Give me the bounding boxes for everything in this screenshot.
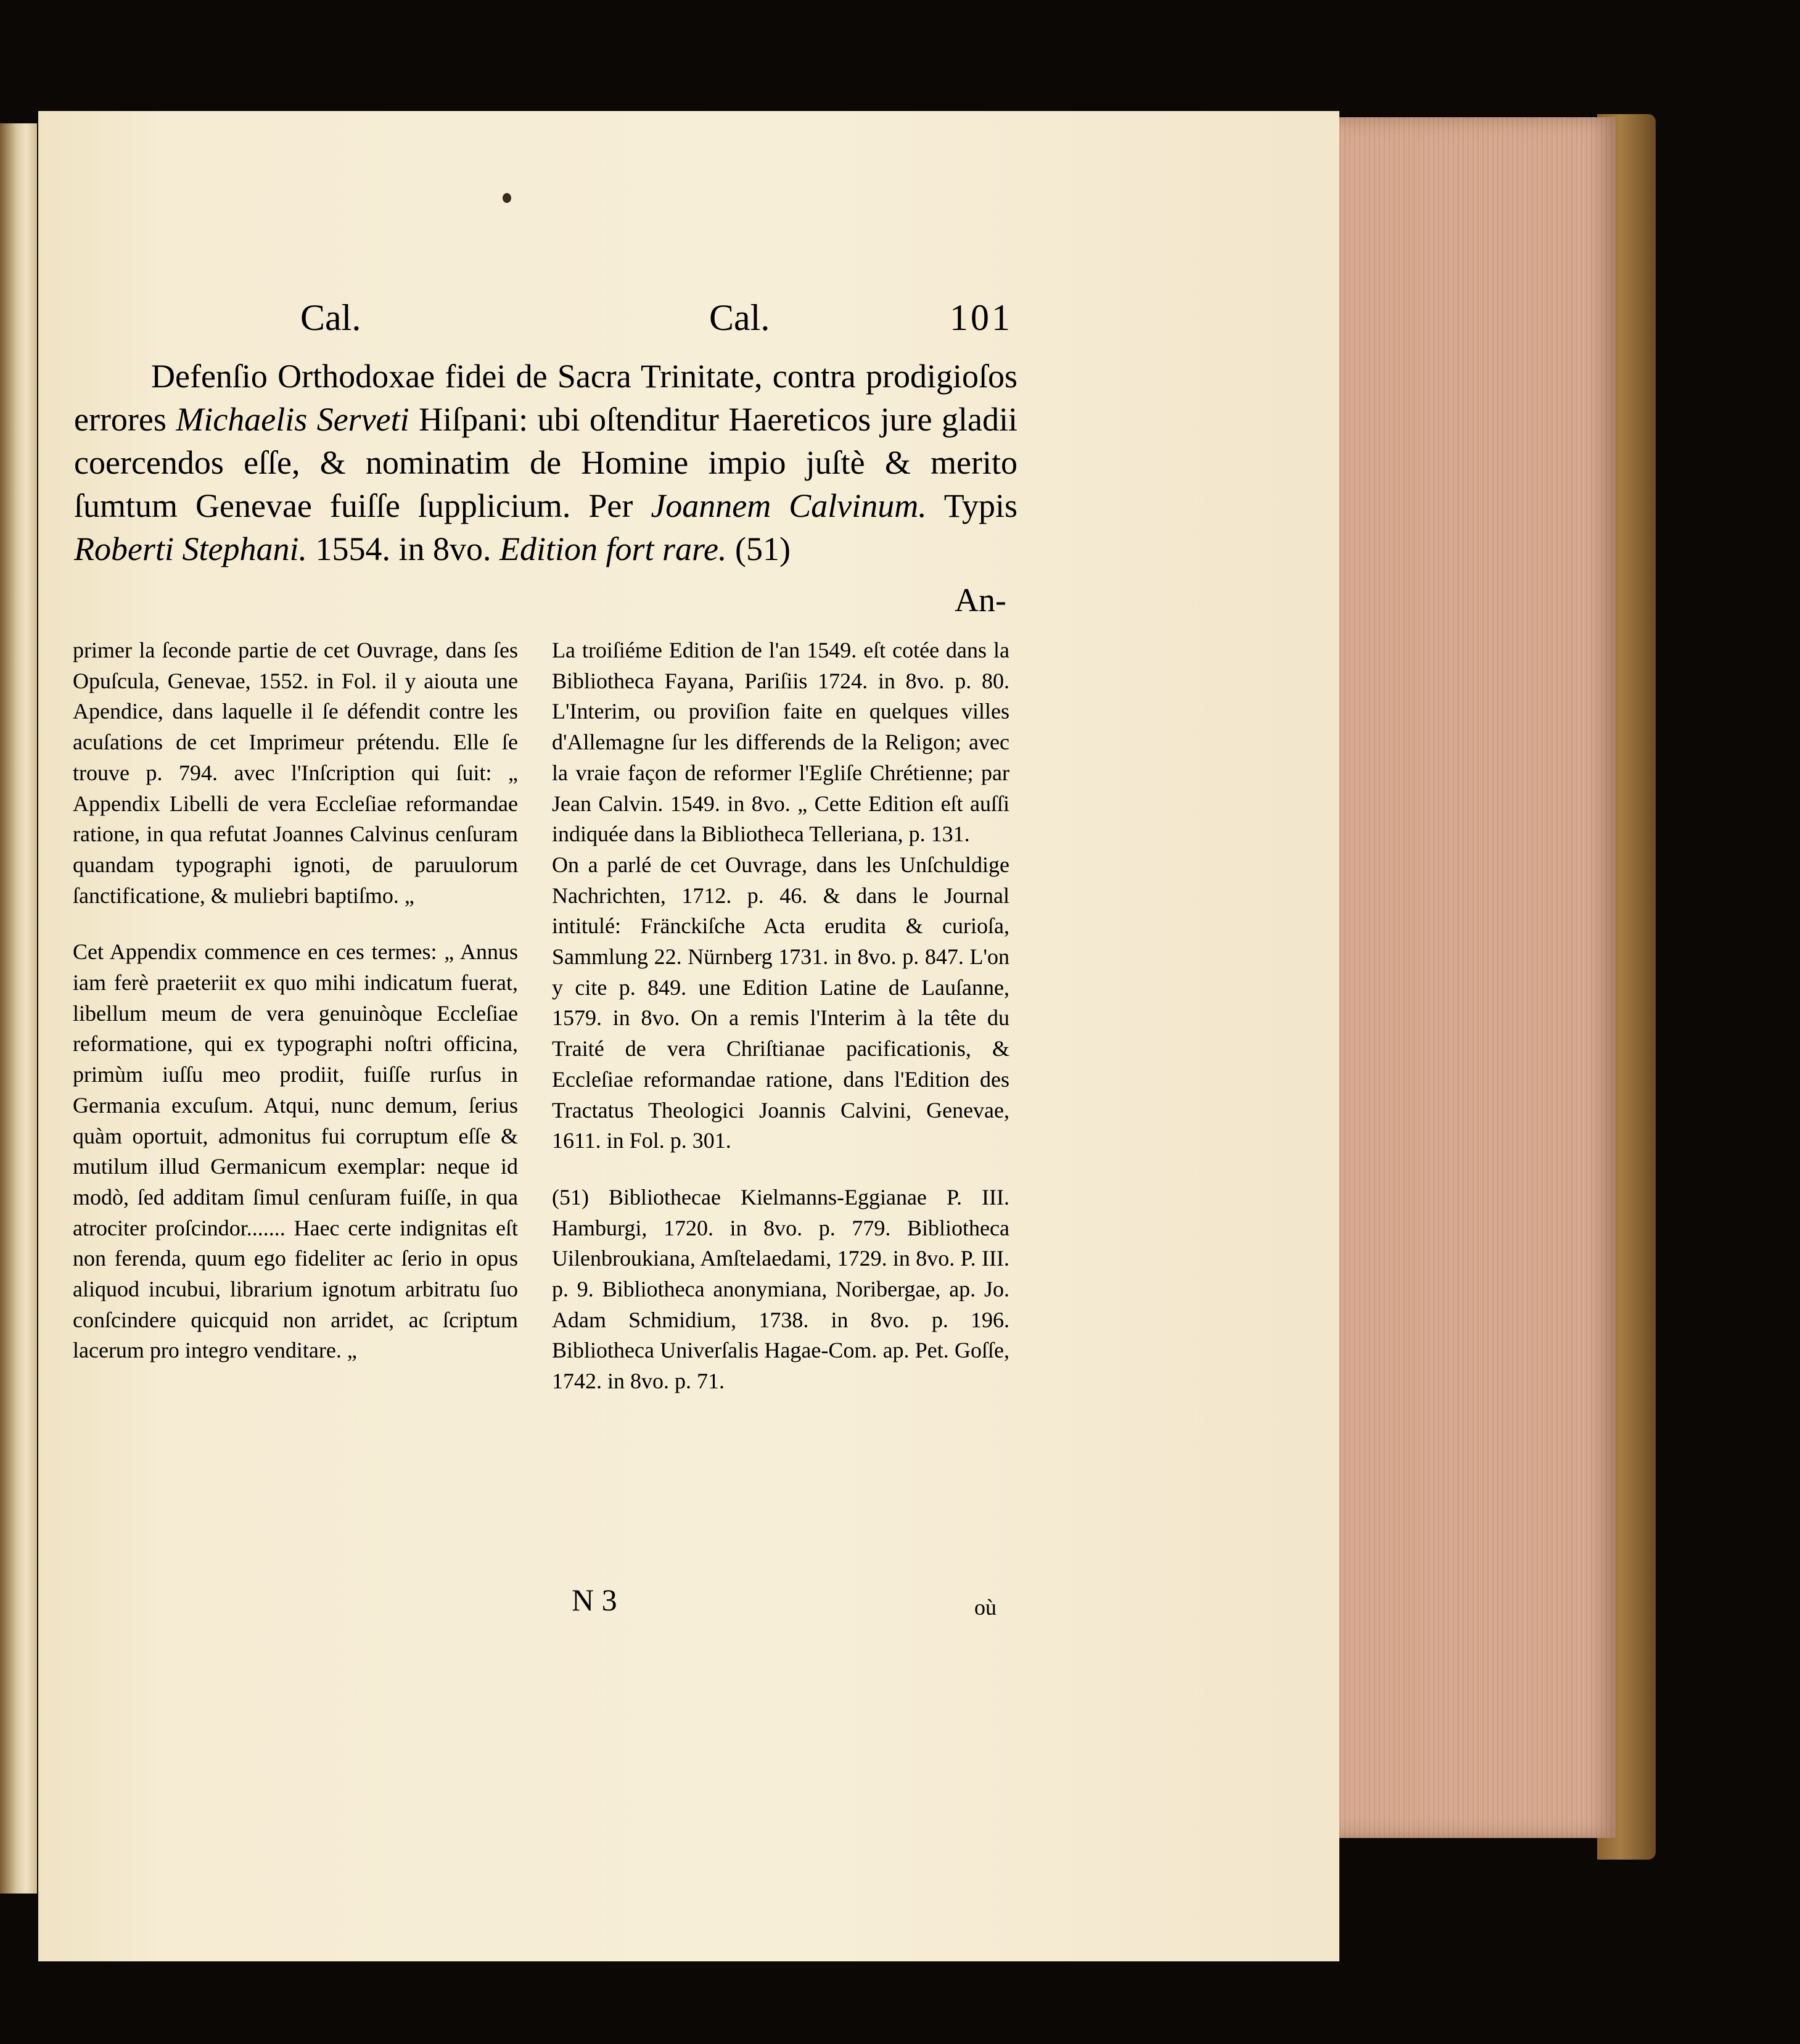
main-entry-name-serveti: Michaelis Serveti	[176, 401, 409, 438]
right-column	[552, 635, 1009, 1397]
ink-spot	[503, 193, 511, 203]
right-paragraph-1: La troiſiéme Edition de l'an 1549. eſt cotée dans la Bibliotheca Fayana, Pariſiis 1724. in 8vo. p. 80. L'Interim, ou proviſion faite en quelques villes d'Allemagne ſur les differends de la Religon; avec la vraie façon de reformer l'Egliſe Chrétienne; par Jean Calvin. 1549. in 8vo. „ Cette Edition eſt auſſi indiquée dans la Bibliotheca Telleriana, p. 131.	[552, 638, 1009, 847]
signature-mark: N 3	[572, 1583, 617, 1617]
main-entry-name-stephani: Roberti Stephani.	[74, 530, 307, 567]
main-entry-text-3: Typis	[943, 487, 1017, 524]
page-number: 101	[950, 297, 1013, 338]
main-entry-text-4: 1554. in 8vo.	[315, 530, 491, 567]
main-entry-name-calvinum: Joannem Calvinum.	[651, 487, 927, 524]
running-head-center: Cal.	[709, 297, 770, 338]
footnote-51: (51) Bibliothecae Kielmanns-Eggianae P. III. Hamburgi, 1720. in 8vo. p. 779. Bibliotheca Uilenbroukiana, Amſtelaedami, 1729. in 8vo. P. III. p. 9. Bibliotheca anonymiana, Noribergae, ap. Jo. Adam Schmidium, 1738. in 8vo. p. 196. Bibliotheca Univerſalis Hagae-Com. ap. Pet. Goſſe, 1742. in 8vo. p. 71.	[552, 1184, 1009, 1394]
main-entry-edition-note: Edition fort rare.	[499, 530, 727, 567]
main-entry	[74, 355, 1017, 571]
catchword-top: An-	[955, 582, 1006, 619]
page-fore-edge	[1332, 117, 1616, 1838]
previous-page-edge	[0, 123, 37, 1894]
left-paragraph-2: Cet Appendix commence en ces termes: „ Annus iam ferè praeteriit ex quo mihi indicatum fuerat, libellum meum de vera genuinòque Eccleſiae reformatione, qui ex typographi noſtri officina, primùm iuſſu meo prodiit, fuiſſe rurſus in Germania excuſum. Atqui, nunc demum, ſerius quàm oportuit, admonitus fui corruptum eſſe & mutilum illud Germanicum exemplar: neque id modò, ſed additam ſimul cenſuram fuiſſe, in qua atrociter proſcindor....... Haec certe indignitas eſt non ferenda, quum ego fideliter ac ſerio in opus aliquod incubui, librarium ignotum arbitratu ſuo conſcindere quicquid non arridet, ac ſcriptum lacerum pro integro venditare. „	[73, 939, 518, 1363]
running-head-left: Cal.	[300, 297, 361, 338]
left-column	[73, 635, 518, 1366]
catchword-bottom: où	[974, 1595, 997, 1620]
main-entry-text-1: Defenſio Orthodoxae fidei de Sacra Trinitate, contra prodigioſos errores	[74, 358, 1017, 438]
left-paragraph-1: primer la ſeconde partie de cet Ouvrage, dans ſes Opuſcula, Genevae, 1552. in Fol. il y aiouta une Apendice, dans laquelle il ſe défendit contre les acuſations de cet Imprimeur prétendu. Elle ſe trouve p. 794. avec l'Inſcription qui ſuit: „ Appendix Libelli de vera Eccleſiae reformandae ratione, in qua refutat Joannes Calvinus cenſuram quandam typographi ignoti, de paruulorum ſanctificatione, & muliebri baptiſmo. „	[73, 638, 518, 908]
main-entry-text-2: Hiſpani: ubi oſtenditur Haereticos jure gladii coercendos eſſe, & nominatim de Homine impio juſtè & merito ſumtum Genevae fuiſſe ſupplicium. Per	[74, 401, 1018, 524]
main-entry-note-ref: (51)	[734, 530, 791, 567]
right-paragraph-2: On a parlé de cet Ouvrage, dans les Unſchuldige Nachrichten, 1712. p. 46. & dans le Journal intitulé: Fränckiſche Acta erudita & curioſa, Sammlung 22. Nürnberg 1731. in 8vo. p. 847. L'on y cite p. 849. une Edition Latine de Lauſanne, 1579. in 8vo. On a remis l'Interim à la tête du Traité de vera Chriſtianae pacificationis, & Eccleſiae reformandae ratione, dans l'Edition des Tractatus Theologici Joannis Calvini, Genevae, 1611. in Fol. p. 301.	[552, 852, 1009, 1153]
